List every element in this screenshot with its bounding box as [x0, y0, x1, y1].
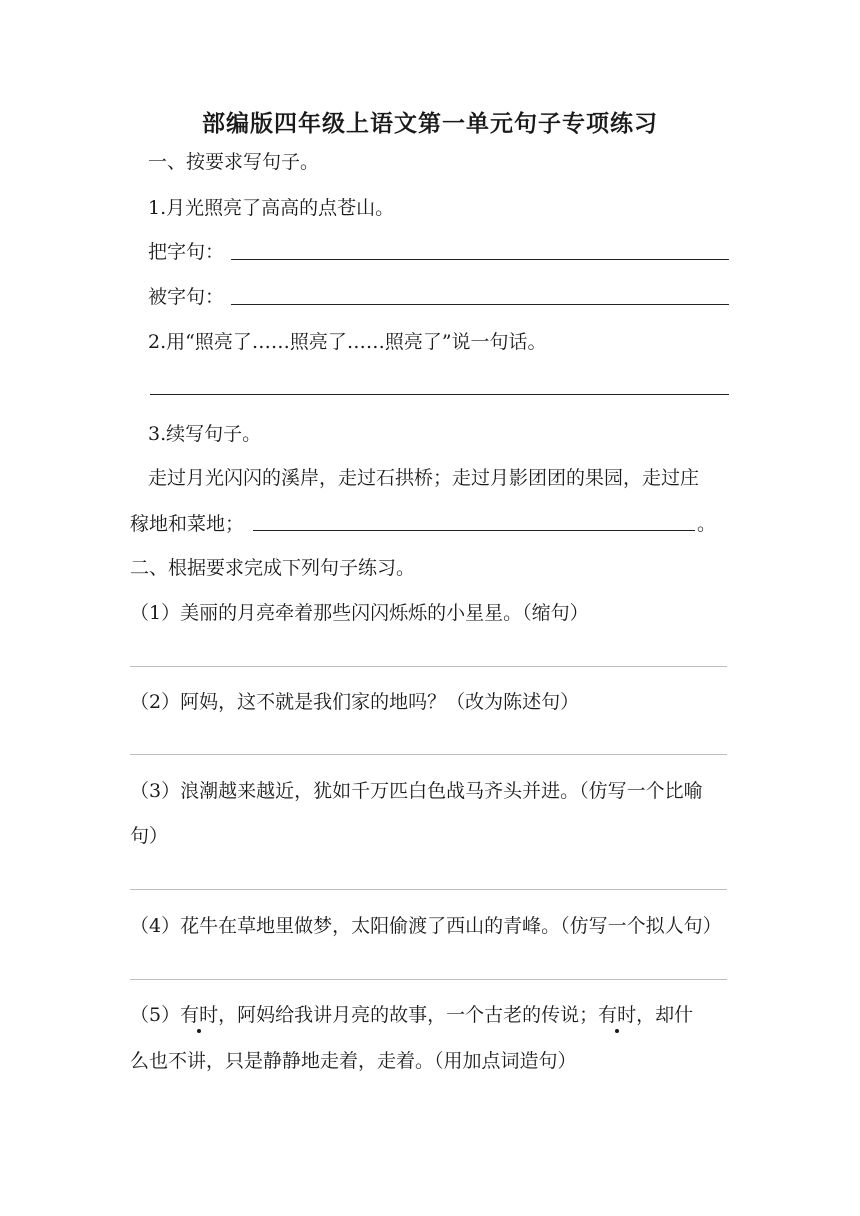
section2-item-2: （2）阿妈，这不就是我们家的地吗？（改为陈述句）: [130, 691, 580, 713]
section2-item-5-line1: [130, 1003, 693, 1027]
section2-item-5-line2: 么也不讲，只是静静地走着，走着。（用加点词造句）: [130, 1050, 577, 1072]
section2-item-4: （4）花牛在草地里做梦，太阳偷渡了西山的青峰。（仿写一个拟人句）: [130, 915, 722, 937]
dotted-word-2: 有时: [598, 1004, 637, 1026]
dotted-word-1: 有时: [180, 1004, 219, 1026]
question-2-answer-line[interactable]: [150, 394, 729, 395]
question-3-answer-line[interactable]: [253, 530, 695, 531]
section2-item-3-answer-line[interactable]: [130, 889, 727, 890]
page-title: 部编版四年级上语文第一单元句子专项练习: [202, 110, 658, 137]
section2-item-2-answer-line[interactable]: [130, 754, 727, 755]
question-2-text: 2.用“照亮了……照亮了……照亮了”说一句话。: [148, 331, 547, 353]
question-3-text: 3.续写句子。: [148, 423, 262, 445]
section2-item-3-line2: 句）: [130, 825, 169, 847]
ba-sentence-label: 把字句：: [148, 241, 225, 263]
section2-item-3-line1: （3）浪潮越来越近，犹如千万匹白色战马齐头并进。（仿写一个比喻: [130, 780, 703, 802]
question-3-sentence-suffix: 。: [697, 513, 717, 535]
section2-item-1: （1）美丽的月亮牵着那些闪闪烁烁的小星星。（缩句）: [130, 602, 589, 624]
section1-heading: 一、按要求写句子。: [148, 151, 320, 173]
item-5-text-middle: ，阿妈给我讲月亮的故事，一个古老的传说；: [218, 1004, 599, 1026]
item-5-number: （5）: [130, 1004, 181, 1026]
question-3-sentence-line1: 走过月光闪闪的溪岸，走过石拱桥；走过月影团团的果园，走过庄: [148, 467, 700, 489]
question-1-text: 1.月光照亮了高高的点苍山。: [148, 197, 395, 219]
bei-sentence-answer-line[interactable]: [231, 304, 729, 305]
section2-item-1-answer-line[interactable]: [130, 666, 727, 667]
section2-heading: 二、根据要求完成下列句子练习。: [130, 557, 416, 579]
question-3-sentence-prefix: 稼地和菜地；: [130, 513, 245, 535]
section2-item-4-answer-line[interactable]: [130, 979, 727, 980]
item-5-text-end: ，却什: [636, 1004, 694, 1026]
bei-sentence-label: 被字句：: [148, 286, 225, 308]
ba-sentence-answer-line[interactable]: [231, 259, 729, 260]
